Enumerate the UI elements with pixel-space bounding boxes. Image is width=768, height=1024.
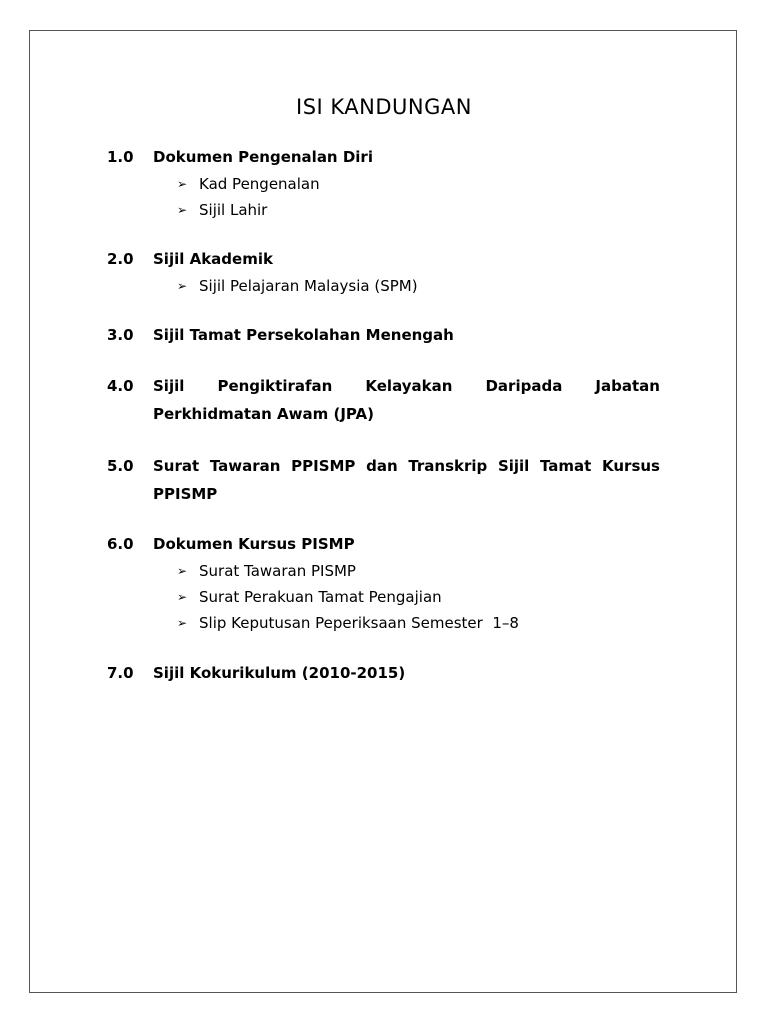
list-item	[177, 584, 660, 610]
heading-word: Surat	[153, 457, 200, 475]
entry-heading: Sijil Akademik	[153, 250, 273, 268]
arrowhead-bullet-icon: ➢	[177, 616, 188, 630]
heading-word: Jabatan	[595, 377, 660, 395]
entry-number: 6.0	[107, 535, 134, 553]
toc-entry	[107, 321, 660, 349]
list-item-label: Surat Tawaran PISMP	[199, 562, 356, 580]
page-title: ISI KANDUNGAN	[296, 95, 472, 119]
heading-word: Sijil	[497, 457, 530, 475]
heading-word: Tamat	[540, 457, 592, 475]
entry-heading: Sijil Kokurikulum (2010-2015)	[153, 664, 406, 682]
arrowhead-bullet-icon: ➢	[177, 279, 188, 293]
list-item-label: Slip Keputusan Peperiksaan Semester 1–8	[199, 614, 519, 632]
entry-heading-row	[107, 321, 660, 349]
heading-word: Kelayakan	[365, 377, 453, 395]
list-item	[177, 171, 660, 197]
arrowhead-bullet-icon: ➢	[177, 590, 188, 604]
list-item-label: Sijil Pelajaran Malaysia (SPM)	[199, 277, 418, 295]
list-item	[177, 610, 660, 636]
arrowhead-bullet-icon: ➢	[177, 177, 188, 191]
toc-entry	[107, 452, 660, 508]
sub-list	[177, 273, 660, 299]
entry-number: 5.0	[107, 457, 134, 475]
entry-heading-row	[107, 530, 660, 558]
entry-heading-line: Perkhidmatan Awam (JPA)	[153, 405, 375, 423]
toc-entry	[107, 245, 660, 299]
list-item-label: Surat Perakuan Tamat Pengajian	[199, 588, 442, 606]
toc-entry	[107, 530, 660, 636]
list-item-label: Kad Pengenalan	[199, 175, 320, 193]
toc-entry	[107, 372, 660, 428]
sub-list	[177, 171, 660, 223]
entry-heading	[153, 452, 660, 508]
entry-heading: Dokumen Kursus PISMP	[153, 535, 355, 553]
entry-number: 2.0	[107, 250, 134, 268]
entry-number: 3.0	[107, 326, 134, 344]
sub-list	[177, 558, 660, 636]
heading-word: Daripada	[485, 377, 563, 395]
entry-number: 4.0	[107, 377, 134, 395]
list-item	[177, 558, 660, 584]
entry-heading-row	[107, 245, 660, 273]
heading-word: Transkrip	[408, 457, 488, 475]
heading-word: dan	[366, 457, 398, 475]
entry-heading: Sijil Tamat Persekolahan Menengah	[153, 326, 454, 344]
toc-entry	[107, 659, 660, 687]
heading-word: Pengiktirafan	[217, 377, 333, 395]
entry-heading-line	[153, 372, 660, 400]
entry-number: 7.0	[107, 664, 134, 682]
entry-number: 1.0	[107, 148, 134, 166]
list-item-label: Sijil Lahir	[199, 201, 268, 219]
toc-entry	[107, 143, 660, 223]
entry-heading-row	[107, 659, 660, 687]
heading-word: Tawaran	[209, 457, 281, 475]
entry-heading-row	[107, 372, 660, 428]
arrowhead-bullet-icon: ➢	[177, 564, 188, 578]
entry-heading-line: PPISMP	[153, 485, 218, 503]
arrowhead-bullet-icon: ➢	[177, 203, 188, 217]
entry-heading: Dokumen Pengenalan Diri	[153, 148, 373, 166]
list-item	[177, 197, 660, 223]
entry-heading-row	[107, 452, 660, 508]
entry-heading-row	[107, 143, 660, 171]
heading-word: Kursus	[602, 457, 660, 475]
entry-heading	[153, 372, 660, 428]
heading-word: PPISMP	[291, 457, 356, 475]
list-item	[177, 273, 660, 299]
heading-word: Sijil	[153, 377, 185, 395]
entry-heading-line	[153, 452, 660, 480]
